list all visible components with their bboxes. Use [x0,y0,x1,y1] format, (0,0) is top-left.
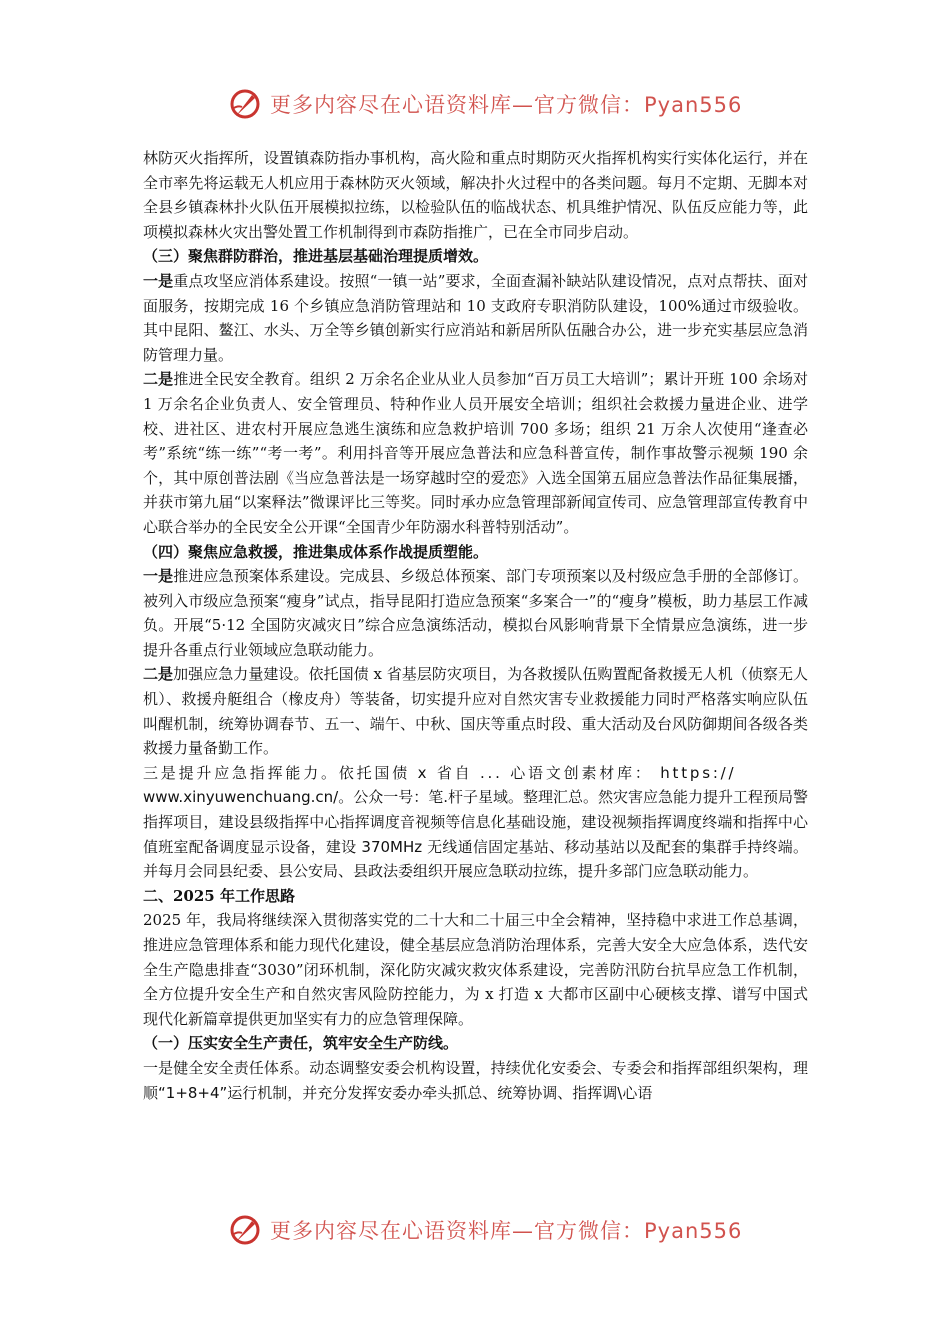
quill-pen-logo-icon [228,1213,262,1247]
paragraph: 一是推进应急预案体系建设。完成县、乡级总体预案、部门专项预案以及村级应急手册的全部修订。被列入市级应急预案“瘦身”试点，指导昆阳打造应急预案“多案合一”的“瘦身”模板，助力基层工作减负。开展“5·12 全国防灾减灾日”综合应急演练活动，模拟台风影响背景下全情景应急演练，进一步提升各重点行业领域应急联动能力。 [143,567,808,659]
section-heading: （四）聚焦应急救援，推进集成体系作战提质塑能。 [143,542,489,561]
paragraph: 林防灭火指挥所，设置镇森防指办事机构，高火险和重点时期防灭火指挥机构实行实体化运行，并在全市率先将运载无人机应用于森林防灭火领域，解决扑火过程中的各类问题。每月不定期、无脚本对全县乡镇森林扑火队伍开展模拟拉练，以检验队伍的临战状态、机具维护情况、队伍反应能力等，此项模拟森林火灾出警处置工作机制得到市森防指推广，已在全市同步启动。 [143,149,808,241]
chapter-heading: 二、2025 年工作思路 [143,886,295,905]
paragraph: 一是重点攻坚应消体系建设。按照“一镇一站”要求，全面查漏补缺站队建设情况，点对点帮扶、面对面服务，按期完成 16 个乡镇应急消防管理站和 10 支政府专职消防队建设，100%通过市级验收。其中昆阳、鳌江、水头、万全等乡镇创新实行应消站和新居所队伍融合办公，进一步充实基层应急消防管理力量。 [143,271,808,364]
paragraph: 二是加强应急力量建设。依托国债 x 省基层防灾项目，为各救援队伍购置配备救援无人机（侦察无人机）、救援舟艇组合（橡皮舟）等装备，切实提升应对自然灾害专业救援能力同时严格落实响应队伍叫醒机制，统筹协调春节、五一、端午、中秋、国庆等重点时段、重大活动及台风防御期间各级各类救援力量备勤工作。 [143,665,808,758]
section-heading: （一）压实安全生产责任，筑牢安全生产防线。 [143,1034,459,1053]
lead-text: 二是 [143,370,174,389]
section-heading: （三）聚焦群防群治，推进基层基础治理提质增效。 [143,247,489,266]
lead-text: 二是 [143,665,174,684]
spaced-line: 三是提升应急指挥能力。依托国债 x 省自 ... 心语文创素材库： https:// [143,763,737,782]
inserted-paragraph: 三是提升应急指挥能力。依托国债 x 省自 ... 心语文创素材库： https:// www.xinyuwenchuang.cn/。公众一号：笔.杆子星域。整理汇总。然灾害应急能力提升工程预局警指挥项目，建设县级指挥中心指挥调度音视频等信息化基础设施，建设视频指挥调度终端和指挥中心值班室配备调度显示设备，建设 370MHz 无线通信固定基站、移动基站以及配套的集群手持终端。并每月会同县纪委、县公安局、县政法委组织开展应急联动拉练，提升多部门应急联动能力。 [143,763,808,881]
paragraph: 2025 年，我局将继续深入贯彻落实党的二十大和二十届三中全会精神，坚持稳中求进工作总基调，推进应急管理体系和能力现代化建设，健全基层应急消防治理体系，完善大安全大应急体系，迭代安全生产隐患排查“3030”闭环机制，深化防灾减灾救灾体系建设，完善防汛防台抗旱应急工作机制，全方位提升安全生产和自然灾害风险防控能力，为 x 打造 x 大都市区副中心硬核支撑、谱写中国式现代化新篇章提供更加坚实有力的应急管理保障。 [143,911,808,1028]
header-watermark-banner [228,84,748,124]
lead-text: 一是 [143,271,174,290]
paragraph: 一是健全安全责任体系。动态调整安委会机构设置，持续优化安委会、专委会和指挥部组织架构，理顺“1+8+4”运行机制，并充分发挥安委办牵头抓总、统筹协调、指挥调\心语 [143,1058,808,1102]
quill-pen-logo-icon [228,87,262,121]
watermark-text: 更多内容尽在心语资料库—官方微信：Pyan556 [270,93,743,117]
footer-watermark-banner [228,1210,748,1250]
lead-text: 一是 [143,567,174,586]
paragraph: 二是推进全民安全教育。组织 2 万余名企业从业人员参加“百万员工大培训”；累计开班 100 余场对 1 万余名企业负责人、安全管理员、特种作业人员开展安全培训；组织社会救援力量进企业、进学校、进社区、进农村开展应急逃生演练和应急救护培训 700 多场；组织 21 万余人次使用“逢查必考”系统“练一练”“考一考”。利用抖音等开展应急普法和应急科普宣传，制作事故警示视频 190 余个，其中原创普法剧《当应急普法是一场穿越时空的爱恋》入选全国第五届应急普法作品征集展播，并获市第九届“以案释法”微课评比三等奖。同时承办应急管理部新闻宣传司、应急管理部宣传教育中心联合举办的全民安全公开课“全国青少年防溺水科普特别活动”。 [143,370,808,536]
document-body [143,146,808,1105]
watermark-text: 更多内容尽在心语资料库—官方微信：Pyan556 [270,1219,743,1243]
